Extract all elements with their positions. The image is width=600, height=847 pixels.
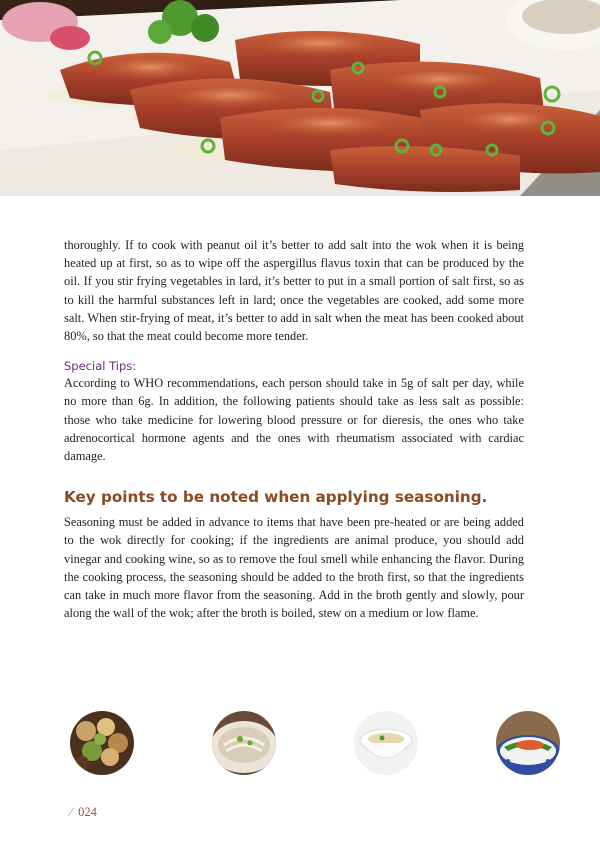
section-paragraph: Seasoning must be added in advance to items that have been pre-heated or are being added to the wok directly for cooking; if the ingredients are animal produce, you should add vinegar and cooking wine, so as to remove the foul smell while enhancing the flavor. During the cooking process, the seasoning should be added to the broth first, so that the ingredients can take in much more flavor from the seasoning. Add in the broth gently and slowly, pour along the wall of the wok; after the broth is boiled, stew on a medium or low flame. <box>64 515 524 621</box>
thumbnail-chestnut-photo <box>70 711 134 775</box>
hero-food-photo <box>0 0 600 196</box>
thumbnail-strip <box>0 711 600 777</box>
special-tips-title: Special Tips: <box>64 359 137 374</box>
thumbnail-noodle-photo <box>212 711 276 775</box>
article-body <box>64 236 524 622</box>
special-tips-text: According to WHO recommendations, each person should take in 5g of salt per day, while no more than 6g. In addition, the following patients should take as less salt as possible: those who take medicine for lowering blood pressure or for dieresis, the ones who take adrenocortical hormone agents and the ones with rheumatism associated with cardiac damage. <box>64 376 524 464</box>
section-heading: Key points to be noted when applying seasoning. <box>64 488 488 507</box>
slash-divider-icon: ⁄ <box>70 805 73 819</box>
intro-paragraph: thoroughly. If to cook with peanut oil it’s better to add salt into the wok when it is being heated up at first, so as to wipe off the aspergillus flavus toxin that can be produced by the oil. If you stir frying vegetables in lard, it’s better to put in a small portion of salt first, so as to kill the harmful substances left in lard; once the vegetables are cooked, add some more salt. When stir-frying of meat, it’s better to add in salt when the meat has been cooked about 80%, so that the meat could become more tender. <box>64 238 524 344</box>
thumbnail-vegetable-plate-photo <box>496 711 560 775</box>
page-number <box>70 805 97 820</box>
thumbnail-bowl-photo <box>354 711 418 775</box>
page-number-text: 024 <box>78 805 97 819</box>
